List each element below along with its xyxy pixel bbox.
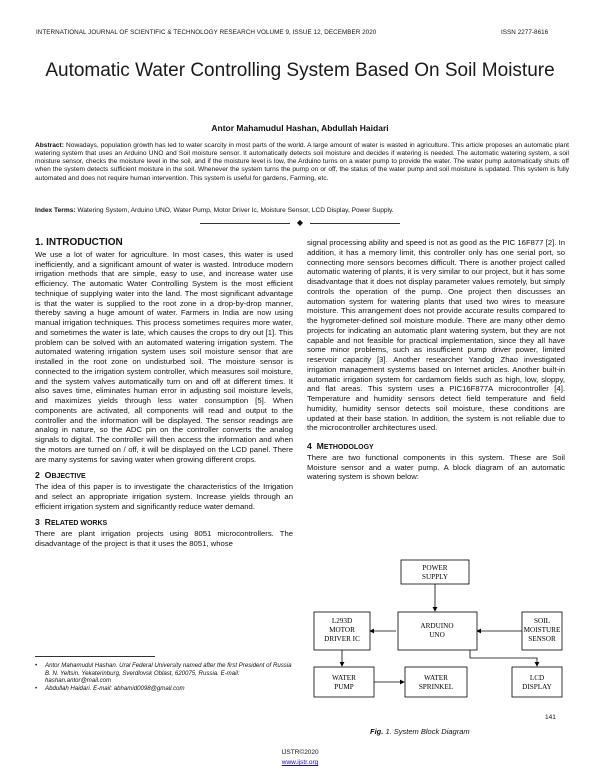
footnote-rule [35,656,155,657]
svg-text:SPRINKEL: SPRINKEL [418,683,454,691]
system-block-diagram [305,556,565,716]
svg-text:WATER: WATER [424,674,448,682]
footer-code: IJSTR©2020 [281,749,319,756]
svg-text:PUMP: PUMP [334,683,354,691]
methodology-text: There are two functional components in this system. These are Soil Moisture sensor and a water pump. A block diagram of an automatic watering system is shown below: [307,452,565,482]
lcd-display-block [512,667,562,697]
svg-text:UNO: UNO [429,631,445,639]
paper-title: Automatic Water Controlling System Based On Soil Moisture [45,60,555,81]
footnote-1: • Antor Mahamudul Hashan. Ural Federal University named after the first President of Russia B. N. Yeltsin. Yekaterinburg, Sverdlovsk Oblast, 620075, Russia. E-mail: hashan.antor@mail.com [35,662,292,685]
related-works-heading: 3 RELATED WORKS [35,517,108,528]
motor-driver-block [314,612,370,650]
svg-text:SUPPLY: SUPPLY [421,573,449,581]
index-terms-label: Index Terms: [35,207,76,214]
water-pump-block [314,667,374,697]
svg-text:SENSOR: SENSOR [528,635,556,643]
footnotes [35,662,293,692]
introduction-heading: 1. INTRODUCTION [35,237,123,248]
index-terms-text: Watering System, Arduino UNO, Water Pump, Motor Driver Ic, Moisture Sensor, LCD Display, Power Supply. [77,207,394,214]
journal-header: INTERNATIONAL JOURNAL OF SCIENTIFIC & TECHNOLOGY RESEARCH VOLUME 9, ISSUE 12, DECEMBER 2020 [36,29,377,36]
svg-text:LCD: LCD [529,674,545,682]
abstract [35,142,569,183]
power-supply-block [401,560,469,584]
arduino-uno-block [398,612,477,650]
water-sprinkel-block [405,667,467,697]
related-works-text: There are plant irrigation projects using 8051 microcontrollers. The disadvantage of the project is that it uses the 8051, whose [35,529,293,548]
objective-text: The idea of this paper is to investigate the characteristics of the Irrigation and select an appropriate irrigation system. Increase yields through an efficient irrigation system and significantly reduce water demand. [35,482,293,511]
svg-text:DRIVER IC: DRIVER IC [324,635,360,643]
svg-text:MOISTURE: MOISTURE [523,626,561,634]
footer-link[interactable]: www.ijstr.org [281,759,319,766]
abstract-text: Nowadays, population growth has led to water scarcity in most parts of the world. A large amount of water is wasted in agriculture. This article proposes an automatic plant watering system that uses an Arduino UNO and Soil moisture sensor. It automatically detects soil moisture and decides if watering is needed. The automatic watering system, a soil moisture sensor, checks the moisture level in the soil, and if the moisture level is low, the Arduino turns on a water pump to provide the water. The water pump automatically shuts off when the system detects sufficient moisture in the soil. Whenever the system turns the pump on or off, the status of the water pump and soil moisture is updated. This system is fully automated and does not require human intervention. This system is useful for gardens, Farming, etc. [35,142,569,182]
authors: Antor Mahamudul Hashan, Abdullah Haidari [211,123,389,133]
right-column [307,238,565,482]
svg-text:MOTOR: MOTOR [329,626,355,634]
footnote-2: • Abdullah Haidari. E-mail: abhamid0098@gmail.com [35,684,185,692]
svg-text:DISPLAY: DISPLAY [522,683,552,691]
index-terms [35,207,569,215]
abstract-label: Abstract: [35,142,64,149]
objective-heading: 2 OBJECTIVE [35,470,86,481]
related-works-text-continued: signal processing ability and speed is not as good as the PIC 16F877 [2]. In addition, it has a memory limit, this controller only has one serial port, so connecting more sensors becomes difficult. There is another project called automatic watering of plants, it is very similar to our project, but it has some disadvantage that it does not display parameter values remotely, but simply controls the operation of the pump. One project then discusses an automation system for watering plants that used two wires to measure moisture. This arrangement does not provide accurate results compared to the hygrometer-defined soil moisture module. There are many other demo projects for indicating an automatic plant watering system, but they are not capable and not feasible for practical implementation, since they all have some minor problems, such as insufficient pump driver power, limited reservoir capacity [3]. Another researcher Yandog Zhao investigated irrigation management systems based on Internet articles. Another built-in automatic irrigation system for cardamom fields such as high, low, sloppy, and flat areas. This system uses a PIC16F877A microcontroller [4]. Temperature and humidity sensors detect field temperature and field humidity, humidity sensor detects soil moisture, these conditions are updated at their base station. In addition, the system is not reliable due to the microcontroller architectures used. [307,238,565,433]
svg-text:SOIL: SOIL [534,617,550,625]
soil-moisture-sensor-block [522,612,562,650]
svg-text:L293D: L293D [331,617,353,625]
introduction-text: We use a lot of water for agriculture. In most cases, this water is used inefficiently, and a significant amount of water is wasted. Introduce modern irrigation methods that are simple, easy to use, and increase water use efficiency. The automatic Water Controlling System is the most efficient technique of supplying water into the land. The most significant advantage is that the water is supplied to the root zone in a drop-by-drop manner, thereby saving a huge amount of water. Farmers in India are now using manual irrigation techniques. This process sometimes requires more water, and sometimes the water is late, which causes the crops to dry out [1]. This problem can be solved with an automated watering irrigation system. The automated watering irrigation system uses soil moisture sensor that are installed in the root zone on undisturbed soil. The moisture sensor is connected to the irrigation system controller, which measures soil moisture, and the system valves automatically turn on and off at different times. It also saves time, eliminates human error in adjusting soil moisture levels, and maximizes yields through less water consumption [5]. When components are activated, all components will read and output to the controller and the information will be displayed. The sensor readings are analog in nature, so the ADC pin on the controller converts the analog signals to digital. The controller will then access the information and when the motors are turned on / off, it will be displayed on the LCD panel. There are many systems for saving water when growing different crops. [35,249,293,464]
svg-text:POWER: POWER [422,564,448,572]
svg-text:ARDUINO: ARDUINO [420,622,454,630]
methodology-heading: 4 METHODOLOGY [307,441,374,451]
issn: ISSN 2277-8616 [501,29,549,36]
svg-text:WATER: WATER [332,674,356,682]
figure-caption: Fig. 1. System Block Diagram [370,727,470,736]
connector-arduino-to-lcd [470,650,537,666]
separator-diamond-icon: ◆ [296,218,304,227]
left-column [35,238,293,549]
page-number: 141 [545,714,556,721]
section-separator [200,219,400,227]
